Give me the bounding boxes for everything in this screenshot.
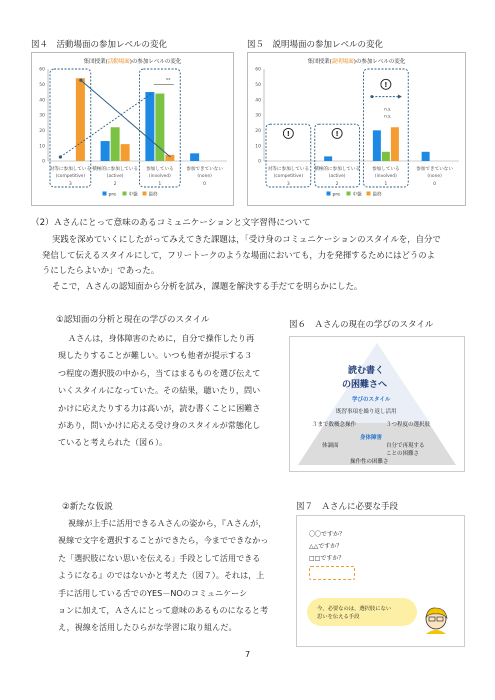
fig5-chart-title: 集団授業(説明場面)の参加レベルの変化 — [307, 59, 406, 65]
fig4-bar-中盤 — [111, 127, 120, 161]
fig5-bar-中盤 — [382, 152, 390, 161]
fig4-cat-en: (involved) — [148, 174, 171, 179]
fig7-figure — [296, 515, 465, 647]
fig4-cat-level: 2 — [113, 182, 117, 187]
sub1-line: つ程度の選択肢の中から，当てはまるものを選び伝えて — [58, 367, 261, 378]
sub1-line: いくスタイルになっていた。その結果，聴いたり，問い — [58, 385, 261, 396]
fig7-caption: 図７ Ａさんに必要な手段 — [296, 502, 399, 512]
fig7-bubble-line2: 思いを伝える手段 — [317, 614, 360, 620]
sub2-line: た「選択肢にない思いを伝える」手段として活用できる — [58, 552, 261, 563]
fig5-cat-level: 1 — [384, 182, 388, 187]
sub2-line: 手に活用している舌でのYES－NOのコミュニケーシ — [58, 587, 248, 598]
fig5-legend-label: 最終 — [372, 192, 382, 198]
fig5-cat-en: (involved) — [374, 174, 397, 179]
fig4-legend-swatch — [103, 192, 107, 196]
fig4-y-tick: 30 — [39, 113, 45, 119]
fig5-legend-swatch — [367, 192, 371, 196]
fig5-y-tick: 0 — [258, 159, 261, 165]
fig4-chart-title: 集団授業(活動場面)の参加レベルの変化 — [83, 59, 182, 65]
fig5-y-tick: 40 — [255, 98, 261, 104]
fig6-disability: 身体障害 — [360, 435, 383, 441]
fig4-cat-label: 対等に参加している — [49, 167, 92, 172]
fig4-cat-level: 1 — [158, 182, 162, 187]
fig5-cat-level: 3 — [286, 182, 290, 187]
section2-heading: （2）Ａさんにとって意味のあるコミュニケーションと文字習得について — [31, 218, 311, 228]
fig4-legend-label: 最終 — [148, 192, 158, 198]
fig7-question-1: 〇〇ですか？ — [309, 531, 346, 538]
fig6-figure — [289, 336, 465, 472]
sub1-line: Ａさんは，身体障害のために，自分で操作したり再 — [68, 333, 255, 343]
fig5-bar-pre — [422, 152, 430, 161]
sub2-line: 視線で文字を選択することができたら，今までできなかっ — [58, 535, 269, 546]
fig4-cat-level: 3 — [68, 182, 72, 187]
fig7-question-3: □□ですか？ — [309, 555, 345, 562]
fig7-bubble-line1: 今，必要なのは，選択肢にない — [317, 606, 392, 612]
fig4-sig-label: ** — [165, 78, 171, 84]
fig4-legend-label: 中盤 — [128, 192, 138, 198]
fig4-bar-最終 — [121, 144, 130, 161]
fig5-y-tick: 60 — [255, 67, 261, 73]
fig6-three-choice: ３まで数概念操作 — [312, 422, 357, 428]
fig4-bar-pre — [101, 141, 110, 161]
section2-line: うにしたらよいか」であった。 — [42, 265, 160, 275]
fig5-cat-label: 参加している — [372, 167, 400, 172]
fig4-trend-point — [79, 79, 82, 82]
fig4-caption: 図４ 活動場面の参加レベルの変化 — [31, 40, 168, 50]
fig5-cat-label: 参加できていない — [416, 167, 454, 172]
fig5-bar-pre — [373, 130, 381, 161]
fig6-three-options: ３つ程度の選択肢 — [386, 422, 431, 428]
fig5-plot — [248, 53, 465, 205]
fig4-y-tick: 60 — [39, 67, 45, 73]
fig5-cat-level: 2 — [335, 182, 339, 187]
fig5-legend-swatch — [327, 192, 331, 196]
fig4-bar-pre — [190, 153, 199, 161]
sub1-body — [58, 330, 283, 452]
fig5-legend-label: pre — [332, 192, 341, 198]
fig5-exclamation-mark: ! — [384, 80, 388, 89]
fig5-exclamation-mark: ! — [335, 130, 339, 138]
fig4-legend-label: pre — [108, 192, 117, 198]
fig5-arrow-start — [370, 95, 373, 98]
sub2-line: ようになる』のではないかと考えた（図７）。それは，上 — [58, 570, 265, 581]
fig5-sig-label: n.s. — [384, 106, 392, 112]
fig6-apex-line1: 読む書く — [348, 366, 385, 376]
fig4-y-tick: 20 — [39, 128, 45, 134]
fig5-y-tick: 10 — [255, 144, 261, 150]
sub2-line: ョンに加えて，Ａさんにとって意味のあるものになると考 — [58, 605, 269, 616]
fig5-legend-label: 中盤 — [352, 192, 362, 198]
fig5-arrow-head — [398, 94, 402, 98]
fig6-caption: 図６ Ａさんの現在の学びのスタイル — [289, 320, 434, 330]
fig6-reproduce1: 自分で再現する — [386, 443, 425, 449]
teacher-illustration-icon — [418, 604, 454, 636]
fig5-bar-最終 — [391, 127, 399, 161]
fig5-chart — [247, 52, 466, 206]
sub1-line: ていると考えられた（図６）。 — [58, 437, 168, 448]
fig6-repeat: 既習事項を繰り返し活用 — [336, 409, 397, 415]
sub1-heading: ①認知面の分析と現在の学びのスタイル — [56, 315, 210, 325]
section2-line: 発信して伝えるスタイルにして，フリートークのような場面においても，力を発揮するためにはどうのよ — [42, 249, 435, 260]
fig6-apex-line2: の困難さへ — [342, 380, 388, 390]
sub2-line: え，視線を活用したひらがな学習に取り組んだ。 — [58, 622, 237, 633]
fig5-y-tick: 20 — [255, 128, 261, 134]
fig4-y-tick: 50 — [39, 82, 45, 88]
fig5-y-tick: 30 — [255, 113, 261, 119]
fig5-cat-label: 対等に参加している — [267, 167, 310, 172]
fig7-blank-option — [309, 566, 355, 580]
fig4-cat-en: (none) — [197, 174, 212, 179]
fig4-cat-label: 参加できていない — [186, 167, 224, 172]
section2-body — [42, 232, 472, 294]
fig5-caption: 図５ 説明場面の参加レベルの変化 — [247, 40, 384, 50]
fig4-cat-label: 参加している — [146, 167, 174, 172]
sub2-body — [58, 515, 290, 637]
fig5-cat-en: (none) — [427, 174, 442, 179]
sub1-line: 現したりすることが難しい。いつも他者が提示する３ — [58, 350, 253, 361]
fig6-learning-style: 学びのスタイル — [352, 397, 391, 403]
fig6-operation: 操作性の困難さ — [350, 459, 389, 465]
fig6-reproduce2: ことの困難さ — [386, 451, 420, 457]
fig5-exclamation-mark: ! — [286, 130, 290, 138]
fig4-plot — [32, 53, 233, 205]
fig4-legend-swatch — [143, 192, 147, 196]
fig5-legend-swatch — [347, 192, 351, 196]
fig5-cat-label: 積極的に参加している — [314, 167, 361, 172]
fig5-cat-en: (competitive) — [273, 174, 304, 179]
fig5-cat-en: (active) — [328, 174, 346, 179]
fig6-pyramid — [290, 337, 464, 471]
sub1-line: があり，問いかけに応える受け身のスタイルが常態化し — [58, 420, 261, 431]
sub1-line: かけに応えたりする力は高いが，読む書くことに困難さ — [58, 402, 261, 413]
fig4-chart — [31, 52, 234, 206]
fig4-cat-en: (competitive) — [55, 174, 86, 179]
fig6-posture: 体調面 — [322, 443, 339, 449]
fig4-cat-level: 0 — [203, 182, 207, 187]
sub2-heading: ②新たな仮説 — [62, 502, 113, 512]
fig7-speech-bubble — [307, 598, 417, 626]
sub2-line: 視線が上手に活用できるＡさんの姿から，『Ａさんが， — [68, 518, 267, 528]
fig5-y-tick: 50 — [255, 82, 261, 88]
fig4-bar-最終 — [165, 155, 174, 161]
section2-line: そこで，Ａさんの認知面から分析を試み，課題を解決する手だてを明らかにした。 — [52, 280, 363, 291]
fig4-y-tick: 10 — [39, 144, 45, 150]
fig7-question-2: △△ですか？ — [309, 543, 343, 550]
fig4-y-tick: 0 — [42, 159, 45, 165]
fig4-y-tick: 40 — [39, 98, 45, 104]
fig4-cat-en: (active) — [106, 174, 124, 179]
fig4-cat-label: 積極的に参加している — [92, 167, 139, 172]
fig4-bar-最終 — [76, 78, 85, 161]
fig5-bar-pre — [324, 156, 332, 161]
fig4-trend-point — [59, 155, 62, 158]
fig5-sig-label: n.s. — [384, 113, 392, 119]
fig5-cat-level: 0 — [433, 182, 437, 187]
section2-line: 実践を深めていくにしたがってみえてきた課題は，「受け身のコミュニケーションのスタイルを，自分で — [52, 234, 441, 244]
fig4-legend-swatch — [123, 192, 127, 196]
fig4-bar-pre — [145, 92, 154, 161]
page-number: 7 — [244, 650, 251, 659]
